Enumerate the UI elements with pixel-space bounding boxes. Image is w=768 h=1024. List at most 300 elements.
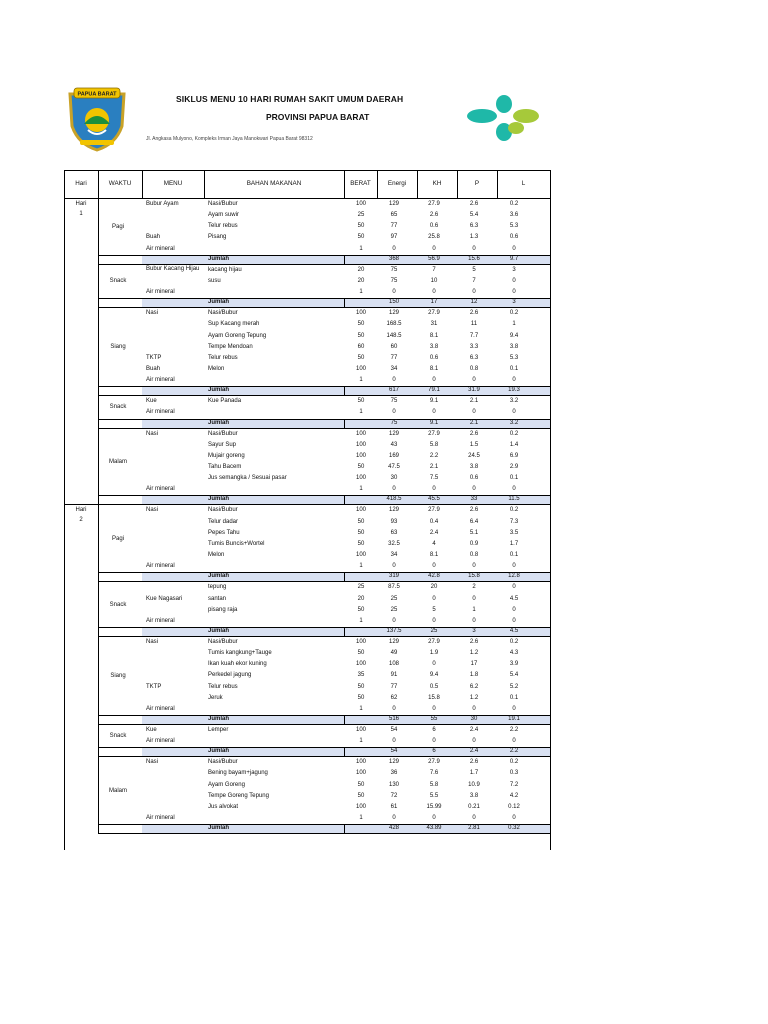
header-col-divider	[417, 170, 418, 198]
total-protein: 2.81	[468, 825, 480, 832]
value-fat: 1.7	[509, 540, 519, 547]
block-left-border	[98, 429, 99, 506]
total-fat: 11.5	[508, 496, 520, 503]
total-label: Jumlah	[208, 627, 230, 634]
menu-cell: Air mineral	[146, 377, 175, 384]
value-energy: 60	[390, 343, 398, 350]
value-fat: 0.1	[509, 365, 519, 372]
block-left-border	[98, 582, 99, 637]
value-protein: 1.2	[469, 694, 479, 701]
value-protein: 3.3	[469, 343, 479, 350]
value-weight: 1	[359, 815, 363, 822]
total-protein: 15.6	[468, 255, 480, 262]
value-energy: 129	[388, 638, 399, 645]
value-carb: 0	[432, 409, 436, 416]
day-divider	[64, 504, 98, 505]
value-fat: 9.4	[509, 332, 519, 339]
value-protein: 7.7	[469, 332, 479, 339]
value-fat: 7.3	[509, 518, 519, 525]
berat-col-border	[344, 255, 345, 264]
ingredient-cell: Nasi/Bubur	[208, 201, 238, 207]
value-energy: 97	[390, 234, 398, 241]
address-text: Jl. Angkasa Mulyono, Kompleks Irman Jaya Manokwari Papua Barat 98312	[146, 136, 313, 142]
value-carb: 0	[432, 563, 436, 570]
value-protein: 3.8	[469, 792, 479, 799]
value-weight: 100	[355, 759, 366, 766]
value-protein: 10.9	[468, 781, 480, 788]
value-carb: 2.1	[429, 464, 439, 470]
value-energy: 65	[390, 212, 398, 219]
ingredient-cell: kacang hijau	[208, 266, 242, 273]
value-energy: 43	[390, 441, 398, 448]
berat-col-border	[344, 747, 345, 756]
total-label: Jumlah	[208, 255, 230, 262]
value-carb: 0	[432, 661, 436, 668]
berat-col-border	[344, 715, 345, 724]
total-fat: 2.2	[509, 748, 519, 755]
total-energy: 617	[388, 387, 399, 394]
value-fat: 3.5	[509, 529, 519, 536]
ingredient-cell: Melon	[208, 552, 225, 559]
value-energy: 61	[390, 803, 398, 810]
ingredient-cell: Nasi/Bubur	[208, 507, 238, 514]
value-energy: 168.5	[386, 321, 402, 328]
menu-cell: Kue Nagasari	[146, 595, 183, 602]
total-fat: 19.1	[508, 716, 520, 722]
value-weight: 100	[355, 727, 366, 733]
total-label: Jumlah	[208, 496, 230, 503]
value-protein: 0	[472, 815, 476, 822]
value-carb: 5.5	[429, 792, 439, 799]
value-protein: 6.2	[469, 683, 479, 690]
value-fat: 5.4	[509, 672, 519, 679]
value-weight: 1	[359, 289, 363, 296]
value-fat: 0	[512, 606, 516, 613]
value-energy: 77	[390, 683, 398, 690]
total-protein: 2.4	[469, 748, 479, 755]
header-col-divider	[344, 170, 345, 198]
value-carb: 20	[430, 584, 438, 591]
value-carb: 10	[430, 277, 438, 284]
meal-time-label: Siang	[110, 344, 126, 351]
value-protein: 6.4	[469, 518, 479, 525]
value-carb: 5	[432, 606, 436, 613]
total-protein: 3	[472, 627, 476, 634]
value-protein: 17	[470, 661, 478, 668]
ingredient-cell: Tahu Bacem	[208, 464, 242, 470]
total-carb: 45.5	[428, 496, 440, 503]
value-carb: 27.9	[428, 759, 440, 766]
value-fat: 0	[512, 409, 516, 416]
total-fat: 9.7	[509, 255, 519, 262]
value-energy: 36	[390, 770, 398, 777]
ingredient-cell: Telur rebus	[208, 683, 238, 690]
value-weight: 1	[359, 705, 363, 712]
value-weight: 1	[359, 486, 363, 493]
value-carb: 9.4	[429, 672, 439, 679]
total-carb: 79.1	[428, 387, 440, 394]
value-weight: 100	[355, 365, 366, 372]
value-fat: 0.12	[508, 803, 520, 810]
value-fat: 3.6	[509, 212, 519, 219]
value-fat: 0.2	[509, 507, 519, 514]
header-col-divider	[204, 170, 205, 198]
value-weight: 100	[355, 552, 366, 559]
berat-col-border	[344, 386, 345, 395]
value-carb: 27.9	[428, 638, 440, 645]
value-fat: 5.2	[509, 683, 519, 690]
ingredient-cell: Nasi/Bubur	[208, 310, 238, 317]
value-weight: 1	[359, 738, 363, 745]
value-weight: 50	[357, 332, 365, 339]
total-energy: 150	[388, 299, 399, 306]
block-left-border	[98, 757, 99, 834]
meal-time-label: Snack	[109, 601, 127, 608]
value-energy: 91	[390, 672, 398, 679]
value-protein: 1.3	[469, 234, 479, 241]
ingredient-cell: Ikan kuah ekor kuning	[208, 661, 267, 668]
value-energy: 129	[388, 201, 399, 207]
value-protein: 2.4	[469, 727, 479, 733]
block-left-border	[98, 396, 99, 428]
value-protein: 0	[472, 595, 476, 602]
ingredient-cell: Telur rebus	[208, 223, 238, 230]
column-header-energi: Energi	[387, 180, 407, 187]
value-weight: 1	[359, 377, 363, 384]
value-carb: 0	[432, 705, 436, 712]
ingredient-cell: Pisang	[208, 234, 227, 241]
ingredient-cell: pisang raja	[208, 606, 238, 613]
total-protein: 12	[470, 299, 478, 306]
berat-col-border	[344, 298, 345, 307]
value-energy: 62	[390, 694, 398, 701]
value-fat: 0	[512, 815, 516, 822]
day-label: Hari	[75, 201, 87, 207]
value-carb: 15.8	[428, 694, 440, 701]
value-protein: 3.8	[469, 464, 479, 470]
value-carb: 5.8	[429, 781, 439, 788]
value-energy: 25	[390, 595, 398, 602]
value-weight: 50	[357, 529, 365, 536]
ingredient-cell: Ayam Goreng Tepung	[208, 332, 267, 339]
value-energy: 129	[388, 310, 399, 317]
berat-col-border	[344, 495, 345, 504]
column-header-waktu: WAKTU	[108, 180, 132, 187]
column-header-kh: KH	[432, 180, 442, 187]
menu-cell: Air mineral	[146, 738, 175, 745]
berat-col-border	[344, 419, 345, 428]
value-weight: 50	[357, 518, 365, 525]
block-left-border	[98, 199, 99, 265]
value-weight: 100	[355, 507, 366, 514]
value-protein: 7	[472, 277, 476, 284]
value-weight: 50	[357, 223, 365, 230]
value-protein: 0	[472, 245, 476, 252]
value-energy: 0	[392, 563, 396, 570]
value-energy: 129	[388, 430, 399, 437]
value-weight: 100	[355, 310, 366, 317]
value-carb: 7.5	[429, 475, 439, 482]
value-carb: 4	[432, 540, 436, 547]
value-fat: 0.6	[509, 234, 519, 241]
value-fat: 0	[512, 277, 516, 284]
total-energy: 516	[388, 716, 399, 722]
value-weight: 50	[357, 650, 365, 657]
value-energy: 0	[392, 245, 396, 252]
column-header-menu: MENU	[163, 180, 183, 187]
value-fat: 0	[512, 705, 516, 712]
value-energy: 129	[388, 507, 399, 514]
menu-cell: Air mineral	[146, 289, 175, 296]
meal-time-label: Snack	[109, 404, 127, 411]
total-fat: 3.2	[509, 419, 519, 426]
total-protein: 33	[470, 496, 478, 503]
value-weight: 50	[357, 606, 365, 613]
value-fat: 0	[512, 486, 516, 493]
value-energy: 108	[388, 661, 399, 668]
block-left-border	[98, 265, 99, 308]
menu-cell: Kue	[146, 398, 157, 405]
value-fat: 5.3	[509, 223, 519, 230]
total-energy: 54	[390, 748, 398, 755]
ingredient-cell: Sayur Sup	[208, 441, 237, 448]
value-weight: 100	[355, 803, 366, 810]
total-carb: 25	[430, 627, 438, 634]
ingredient-cell: Telur dadar	[208, 518, 239, 525]
value-weight: 50	[357, 398, 365, 405]
total-row-bottom	[98, 833, 550, 834]
value-carb: 9.1	[429, 398, 439, 405]
total-energy: 137.5	[386, 627, 402, 634]
block-left-border	[98, 505, 99, 582]
value-weight: 25	[357, 584, 365, 591]
menu-cell: Buah	[146, 234, 161, 241]
menu-cell: TKTP	[146, 683, 162, 690]
value-weight: 20	[357, 277, 365, 284]
logo	[66, 86, 128, 152]
ingredient-cell: tepung	[208, 584, 227, 591]
ingredient-cell: Nasi/Bubur	[208, 638, 238, 645]
value-energy: 0	[392, 617, 396, 624]
total-label: Jumlah	[208, 419, 230, 426]
menu-cell: Air mineral	[146, 617, 175, 624]
value-protein: 0.8	[469, 365, 479, 372]
value-energy: 32.5	[388, 540, 400, 547]
value-energy: 0	[392, 738, 396, 745]
value-fat: 4.2	[509, 792, 519, 799]
value-carb: 0	[432, 815, 436, 822]
menu-cell: Nasi	[146, 310, 159, 317]
ingredient-cell: Ayam Goreng	[208, 781, 245, 788]
menu-cell: Nasi	[146, 430, 159, 437]
ingredient-cell: Telur rebus	[208, 354, 238, 361]
total-label: Jumlah	[208, 299, 230, 306]
column-header-berat: BERAT	[350, 180, 371, 187]
value-protein: 5	[472, 266, 476, 273]
value-carb: 0.4	[429, 518, 439, 525]
value-protein: 2	[472, 584, 476, 591]
meal-time-label: Siang	[110, 672, 126, 679]
header-col-divider	[142, 170, 143, 198]
total-carb: 55	[430, 716, 438, 722]
value-weight: 100	[355, 452, 366, 459]
total-fat: 4.5	[509, 627, 519, 634]
value-weight: 100	[355, 661, 366, 668]
total-carb: 17	[430, 299, 438, 306]
value-protein: 5.4	[469, 212, 479, 219]
block-left-border	[98, 725, 99, 757]
value-fat: 7.2	[509, 781, 519, 788]
column-header-bahan: BAHAN MAKANAN	[246, 180, 302, 187]
menu-cell: Air mineral	[146, 486, 175, 493]
value-energy: 34	[390, 365, 398, 372]
total-protein: 15.8	[468, 573, 480, 580]
value-weight: 50	[357, 694, 365, 701]
total-fat: 0.32	[508, 825, 520, 832]
meal-time-label: Malam	[108, 787, 127, 794]
value-protein: 2.6	[469, 201, 479, 207]
meal-time-label: Snack	[109, 278, 127, 285]
value-energy: 34	[390, 552, 398, 559]
ingredient-cell: susu	[208, 277, 221, 284]
berat-col-border	[344, 824, 345, 833]
header-col-divider	[457, 170, 458, 198]
value-fat: 0.2	[509, 638, 519, 645]
value-protein: 1.5	[469, 441, 479, 448]
menu-cell: Buah	[146, 365, 161, 372]
value-fat: 0	[512, 245, 516, 252]
value-protein: 0	[472, 409, 476, 416]
value-energy: 0	[392, 289, 396, 296]
value-energy: 25	[390, 606, 398, 613]
value-weight: 1	[359, 409, 363, 416]
ingredient-cell: santan	[208, 595, 227, 602]
total-protein: 30	[470, 716, 478, 722]
value-fat: 4.5	[509, 595, 519, 602]
value-fat: 0.2	[509, 201, 519, 207]
menu-table	[64, 170, 550, 850]
value-carb: 8.1	[429, 552, 439, 559]
total-carb: 43.89	[426, 825, 442, 832]
block-left-border	[98, 308, 99, 396]
value-carb: 0.6	[429, 223, 439, 230]
value-carb: 25.8	[428, 234, 440, 241]
total-label: Jumlah	[208, 573, 230, 580]
ingredient-cell: Mujair goreng	[208, 452, 245, 459]
value-fat: 2.9	[509, 464, 519, 470]
menu-cell: Air mineral	[146, 409, 175, 416]
value-weight: 1	[359, 617, 363, 624]
total-label: Jumlah	[208, 825, 230, 832]
value-energy: 30	[390, 475, 398, 482]
menu-cell: Bubur Ayam	[146, 201, 179, 207]
ingredient-cell: Lemper	[208, 727, 229, 733]
total-protein: 31.9	[468, 387, 480, 394]
meal-time-label: Pagi	[111, 223, 124, 230]
ingredient-cell: Bening bayam+jagung	[208, 770, 268, 777]
value-weight: 50	[357, 354, 365, 361]
value-weight: 20	[357, 595, 365, 602]
value-energy: 0	[392, 486, 396, 493]
value-weight: 1	[359, 245, 363, 252]
value-fat: 1	[512, 321, 516, 328]
menu-cell: Air mineral	[146, 245, 175, 252]
value-weight: 35	[357, 672, 365, 679]
value-weight: 50	[357, 464, 365, 470]
value-protein: 2.6	[469, 430, 479, 437]
value-carb: 0.6	[429, 354, 439, 361]
ingredient-cell: Tempe Mendoan	[208, 343, 253, 350]
value-protein: 1	[472, 606, 476, 613]
value-weight: 50	[357, 792, 365, 799]
header-col-divider	[98, 170, 99, 198]
meal-time-label: Pagi	[111, 535, 124, 542]
value-energy: 0	[392, 705, 396, 712]
table-border-top	[64, 170, 550, 171]
value-protein: 2.6	[469, 507, 479, 514]
value-protein: 0	[472, 617, 476, 624]
day-label: Hari	[75, 507, 87, 514]
value-fat: 4.3	[509, 650, 519, 657]
menu-cell: TKTP	[146, 354, 162, 361]
value-energy: 87.5	[388, 584, 400, 591]
value-fat: 0	[512, 563, 516, 570]
value-weight: 50	[357, 540, 365, 547]
ingredient-cell: Tumis kangkung+Tauge	[208, 650, 272, 657]
value-carb: 5.8	[429, 441, 439, 448]
value-protein: 0	[472, 289, 476, 296]
value-carb: 15.99	[426, 803, 442, 810]
ingredient-cell: Perkedel jagung	[208, 672, 252, 679]
value-fat: 0	[512, 738, 516, 745]
value-energy: 47.5	[388, 464, 400, 470]
column-header-l: L	[521, 180, 526, 187]
value-energy: 75	[390, 277, 398, 284]
value-protein: 5.1	[469, 529, 479, 536]
day-number: 2	[79, 517, 83, 524]
value-fat: 0.1	[509, 552, 519, 559]
value-fat: 0.1	[509, 694, 519, 701]
value-protein: 0	[472, 705, 476, 712]
value-carb: 27.9	[428, 310, 440, 317]
value-weight: 50	[357, 234, 365, 241]
ingredient-cell: Melon	[208, 365, 225, 372]
value-protein: 1.7	[469, 770, 479, 777]
value-fat: 3	[512, 266, 516, 273]
value-energy: 148.5	[386, 332, 402, 339]
value-fat: 1.4	[509, 441, 519, 448]
menu-cell: Air mineral	[146, 815, 175, 822]
total-carb: 9.1	[429, 419, 439, 426]
value-energy: 129	[388, 759, 399, 766]
value-protein: 11	[470, 321, 478, 328]
total-energy: 368	[388, 255, 399, 262]
value-protein: 24.5	[468, 452, 480, 459]
table-border-right	[550, 170, 551, 850]
value-energy: 77	[390, 223, 398, 230]
value-energy: 49	[390, 650, 398, 657]
total-carb: 42.8	[428, 573, 440, 580]
value-energy: 0	[392, 815, 396, 822]
value-protein: 0	[472, 738, 476, 745]
total-energy: 319	[388, 573, 399, 580]
total-carb: 6	[432, 748, 436, 755]
value-carb: 27.9	[428, 201, 440, 207]
value-carb: 8.1	[429, 332, 439, 339]
total-carb: 56.9	[428, 255, 440, 262]
value-fat: 3.2	[509, 398, 519, 405]
value-fat: 3.8	[509, 343, 519, 350]
